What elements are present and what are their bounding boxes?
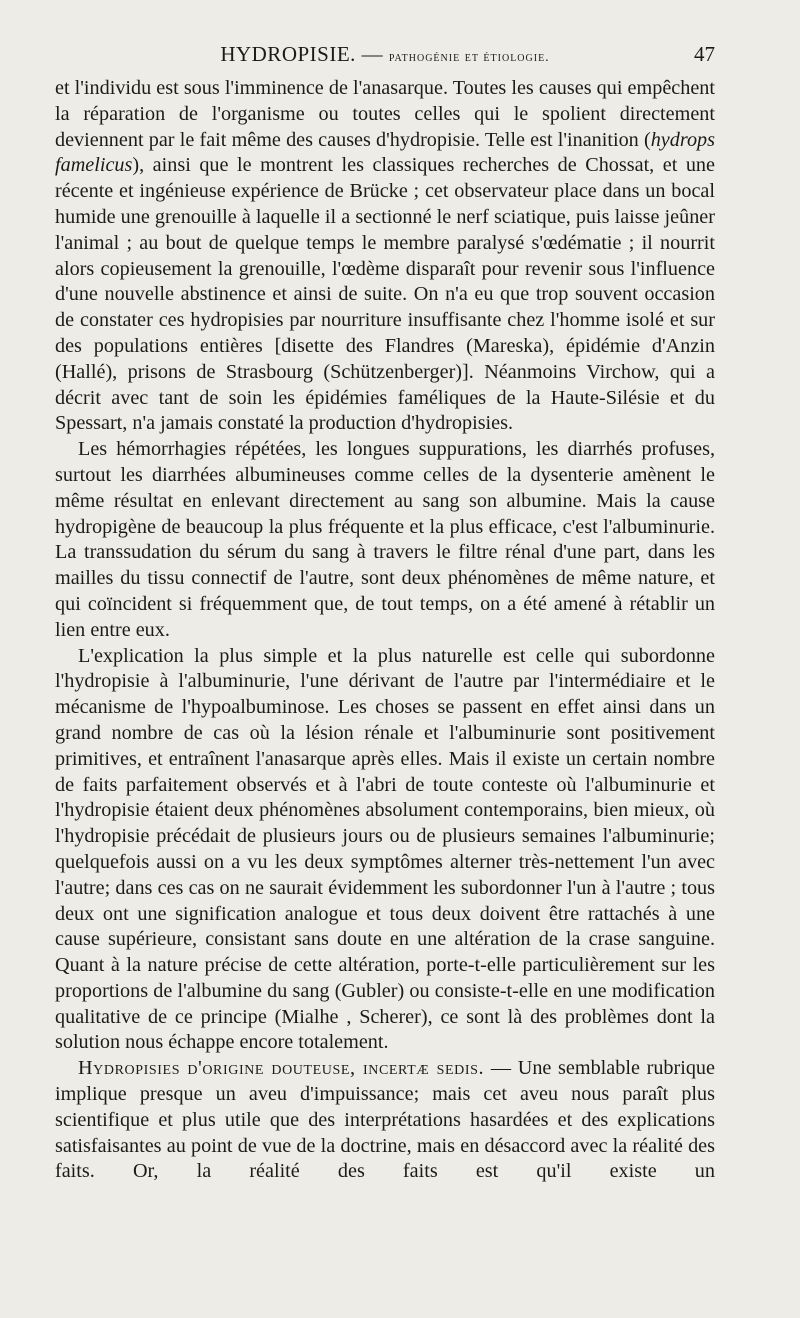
running-title-main: HYDROPISIE.: [220, 42, 356, 66]
paragraph-4: [55, 1056, 715, 1185]
paragraph-4-text: — Une semblable rubrique implique presque un aveu d'impuissance; mais cet aveu nous paraît plus scientifique et plus utile que des interprétations hasardées et des explications satisfaisantes au point de vue de la doctrine, mais en désaccord avec la réalité des faits. Or, la réalité des faits est qu'il existe un: [55, 1057, 715, 1183]
running-title-dash: —: [355, 42, 389, 66]
paragraph-1-text-a: et l'individu est sous l'imminence de l'anasarque. Toutes les causes qui empêchent la réparation de l'organisme ou toutes celles qui le spolient directement deviennent par le fait même des causes d'hydropisie. Telle est l'inanition (: [55, 77, 715, 151]
paragraph-1-text-b: ), ainsi que le montrent les classiques recherches de Chossat, et une récente et ingénieuse expérience de Brücke ; cet observateur place dans un bocal humide une grenouille à laquelle il a sectionné le nerf sciatique, puis laisse jeûner l'animal ; au bout de quelque temps le membre paralysé s'œdématie ; il nourrit alors copieusement la grenouille, l'œdème disparaît pour revenir sous l'influence d'une nouvelle abstinence et ainsi de suite. On n'a eu que trop souvent occasion de constater ces hydropisies par nourriture insuffisante chez l'homme isolé et sur des populations entières [disette des Flandres (Mareska), épidémie d'Anzin (Hallé), prisons de Strasbourg (Schützenberger)]. Néanmoins Virchow, qui a décrit avec tant de soin les épidémies faméliques de la Haute-Silésie et du Spessart, n'a jamais constaté la production d'hydropisies.: [55, 154, 715, 435]
running-title: [55, 42, 715, 67]
body-text: [55, 76, 715, 1185]
running-head: [55, 38, 715, 72]
paragraph-1: [55, 76, 715, 437]
page-number: 47: [694, 42, 715, 66]
paragraph-3: L'explication la plus simple et la plus naturelle est celle qui subordonne l'hydropisie à l'albuminurie, l'une dérivant de l'autre par l'intermédiaire et le mécanisme de l'hypoalbuminose. Les choses se passent en effet ainsi dans un grand nombre de cas où la lésion rénale et l'albuminurie sont positivement primitives, et entraînent l'anasarque après elles. Mais il existe un certain nombre de faits parfaitement observés et à l'abri de toute conteste où l'albuminurie et l'hydropisie étaient deux phénomènes absolument contemporains, bien mieux, où l'hydropisie précédait de plusieurs jours ou de plusieurs semaines l'albuminurie; quelquefois aussi on a vu les deux symptômes alterner très-nettement l'un avec l'autre; dans ces cas on ne saurait évidemment les subordonner l'un à l'autre ; tous deux ont une signification analogue et tous deux doivent être rattachés à une cause supérieure, consistant sans doute en une altération de la crase sanguine. Quant à la nature précise de cette altération, porte-t-elle particulièrement sur les proportions de l'albumine du sang (Gubler) ou consiste-t-elle en une modification qualitative de ce principe (Mialhe , Scherer), ce sont là des problèmes dont la solution nous échappe encore totalement.: [55, 644, 715, 1054]
section-heading: Hydropisies d'origine douteuse, incertæ sedis.: [78, 1057, 485, 1080]
running-title-subtitle: pathogénie et étiologie.: [388, 50, 550, 65]
latin-term: hydrops famelicus: [55, 128, 715, 177]
paragraph-2: Les hémorrhagies répétées, les longues suppurations, les diarrhés profuses, surtout les diarrhées albumineuses comme celles de la dysenterie amènent le même résultat en enlevant directement au sang son albumine. Mais la cause hydropigène de beaucoup la plus fréquente et la plus efficace, c'est l'albuminurie. La transsudation du sérum du sang à travers le filtre rénal d'une part, dans les mailles du tissu connectif de l'autre, sont deux phénomènes de même nature, et qui coïncident si fréquemment que, de tout temps, on a été amené à rétablir un lien entre eux.: [55, 438, 715, 641]
